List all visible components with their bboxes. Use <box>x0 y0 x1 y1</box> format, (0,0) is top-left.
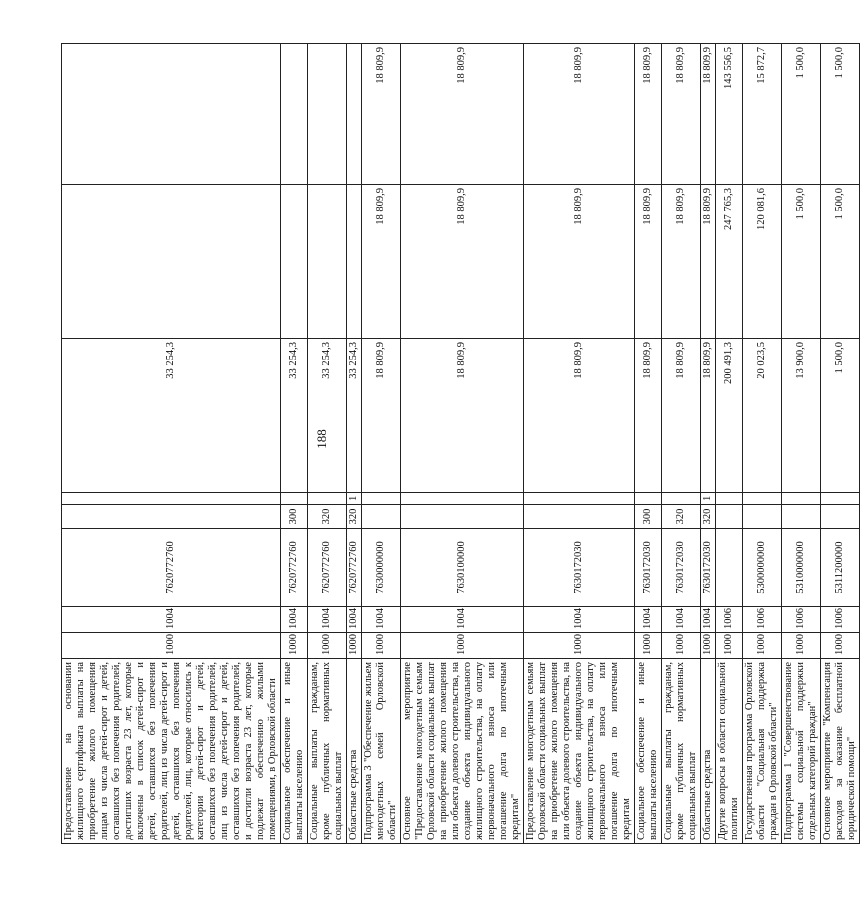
amount-1-cell: 33 254,3 <box>308 339 347 493</box>
amount-1-cell: 33 254,3 <box>62 339 281 493</box>
vr-cell: 320 <box>701 505 716 529</box>
amount-1-cell: 18 809,9 <box>362 339 401 493</box>
vr-cell <box>743 505 782 529</box>
razdel-cell: 1000 <box>662 633 701 659</box>
amount-2-cell: 247 765,3 <box>716 185 743 339</box>
amount-1-cell: 33 254,3 <box>347 339 362 493</box>
csr-cell: 7630172030 <box>635 529 662 607</box>
vr-cell <box>782 505 821 529</box>
csr-cell: 5300000000 <box>743 529 782 607</box>
row-name-cell: Социальные выплаты гражданам, кроме публичных нормативных социальных выплат <box>662 659 701 844</box>
amount-3-cell <box>62 44 281 185</box>
podrazdel-cell: 1004 <box>362 607 401 633</box>
amount-2-cell: 18 809,9 <box>662 185 701 339</box>
razdel-cell: 1000 <box>308 633 347 659</box>
amount-2-cell: 18 809,9 <box>635 185 662 339</box>
amount-1-cell: 1 500,0 <box>821 339 860 493</box>
amount-2-cell <box>308 185 347 339</box>
amount-1-cell: 18 809,9 <box>701 339 716 493</box>
amount-3-cell <box>281 44 308 185</box>
row-name-cell: Подпрограмма 1 "Совершенствование системы социальной поддержки отдельных категорий граждан" <box>782 659 821 844</box>
csr-cell: 7620772760 <box>308 529 347 607</box>
table-row <box>362 44 401 844</box>
table-row <box>782 44 821 844</box>
razdel-cell: 1000 <box>635 633 662 659</box>
nr-cell: 1 <box>701 493 716 505</box>
csr-cell: 7630100000 <box>401 529 524 607</box>
amount-3-cell: 15 872,7 <box>743 44 782 185</box>
vr-cell <box>62 505 281 529</box>
amount-3-cell <box>308 44 347 185</box>
razdel-cell: 1000 <box>401 633 524 659</box>
csr-cell: 7630000000 <box>362 529 401 607</box>
amount-3-cell <box>347 44 362 185</box>
table-body <box>62 44 860 844</box>
csr-cell: 7620772760 <box>347 529 362 607</box>
vr-cell <box>524 505 635 529</box>
csr-cell: 7620772760 <box>281 529 308 607</box>
razdel-cell: 1000 <box>782 633 821 659</box>
nr-cell <box>362 493 401 505</box>
page-number: 188 <box>314 429 329 449</box>
nr-cell: 1 <box>347 493 362 505</box>
row-name-cell: Социальное обеспечение и иные выплаты населению <box>281 659 308 844</box>
amount-2-cell: 18 809,9 <box>401 185 524 339</box>
table-row <box>401 44 524 844</box>
amount-3-cell: 18 809,9 <box>401 44 524 185</box>
vr-cell: 300 <box>635 505 662 529</box>
nr-cell <box>401 493 524 505</box>
amount-2-cell <box>281 185 308 339</box>
vr-cell: 300 <box>281 505 308 529</box>
row-name-cell: Основное мероприятие "Предоставление многодетным семьям Орловской области социальных выплат на приобретение жилого помещения или объекта долевого строительства, на создание объекта индивидуального жилищного строительства, на оплату первоначального взноса или погашение долга по ипотечным кредитам" <box>401 659 524 844</box>
table-row <box>347 44 362 844</box>
amount-2-cell <box>62 185 281 339</box>
amount-2-cell: 18 809,9 <box>701 185 716 339</box>
amount-3-cell: 143 556,5 <box>716 44 743 185</box>
amount-2-cell: 18 809,9 <box>362 185 401 339</box>
nr-cell <box>635 493 662 505</box>
podrazdel-cell: 1006 <box>782 607 821 633</box>
nr-cell <box>743 493 782 505</box>
amount-2-cell <box>347 185 362 339</box>
amount-3-cell: 18 809,9 <box>701 44 716 185</box>
budget-table <box>61 43 860 844</box>
nr-cell <box>308 493 347 505</box>
amount-1-cell: 33 254,3 <box>281 339 308 493</box>
vr-cell <box>716 505 743 529</box>
table-row <box>821 44 860 844</box>
amount-2-cell: 1 500,0 <box>782 185 821 339</box>
table-row <box>524 44 635 844</box>
nr-cell <box>524 493 635 505</box>
amount-3-cell: 1 500,0 <box>782 44 821 185</box>
razdel-cell: 1000 <box>821 633 860 659</box>
podrazdel-cell: 1006 <box>743 607 782 633</box>
vr-cell: 320 <box>662 505 701 529</box>
podrazdel-cell: 1004 <box>308 607 347 633</box>
amount-1-cell: 18 809,9 <box>662 339 701 493</box>
amount-3-cell: 18 809,9 <box>635 44 662 185</box>
podrazdel-cell: 1004 <box>347 607 362 633</box>
podrazdel-cell: 1004 <box>701 607 716 633</box>
row-name-cell: Основное мероприятие "Компенсация расходов за оказание бесплатной юридической помощи" <box>821 659 860 844</box>
table-row <box>716 44 743 844</box>
csr-cell: 7630172030 <box>662 529 701 607</box>
podrazdel-cell: 1006 <box>716 607 743 633</box>
podrazdel-cell: 1004 <box>662 607 701 633</box>
table-row <box>701 44 716 844</box>
row-name-cell: Предоставление многодетным семьям Орловской области социальных выплат на приобретение жилого помещения или объекта долевого строительства, на создание объекта индивидуального жилищного строительства, на оплату первоначального взноса или погашение долга по ипотечным кредитам <box>524 659 635 844</box>
row-name-cell: Подпрограмма 3 "Обеспечение жильем многодетных семей Орловской области" <box>362 659 401 844</box>
table-row <box>308 44 347 844</box>
table-row <box>281 44 308 844</box>
amount-2-cell: 120 081,6 <box>743 185 782 339</box>
row-name-cell: Областные средства <box>701 659 716 844</box>
razdel-cell: 1000 <box>743 633 782 659</box>
razdel-cell: 1000 <box>362 633 401 659</box>
razdel-cell: 1000 <box>62 633 281 659</box>
vr-cell <box>362 505 401 529</box>
podrazdel-cell: 1004 <box>62 607 281 633</box>
row-name-cell: Другие вопросы в области социальной политики <box>716 659 743 844</box>
amount-2-cell: 18 809,9 <box>524 185 635 339</box>
csr-cell: 5311200000 <box>821 529 860 607</box>
amount-1-cell: 20 023,5 <box>743 339 782 493</box>
nr-cell <box>662 493 701 505</box>
amount-3-cell: 1 500,0 <box>821 44 860 185</box>
rotated-table-wrapper <box>61 44 857 844</box>
row-name-cell: Предоставление на основании жилищного сертификата выплаты на приобретение жилого помещения лицам из числа детей-сирот и детей, оставшихся без попечения родителей, достигших возраста 23 лет, которые включены в список детей-сирот и детей, оставшихся без попечения родителей, лиц из числа детей-сирот и детей, оставшихся без попечения родителей, лиц, которые относились к категории детей-сирот и детей, оставшихся без попечения родителей, лиц из числа детей-сирот и детей, оставшихся без попечения родителей, и достигли возраста 23 лет, которые подлежат обеспечению жилыми помещениями, в Орловской области <box>62 659 281 844</box>
amount-2-cell: 1 500,0 <box>821 185 860 339</box>
table-row <box>62 44 281 844</box>
razdel-cell: 1000 <box>281 633 308 659</box>
amount-3-cell: 18 809,9 <box>524 44 635 185</box>
row-name-cell: Социальные выплаты гражданам, кроме публичных нормативных социальных выплат <box>308 659 347 844</box>
row-name-cell: Государственная программа Орловской области "Социальная поддержка граждан в Орловской области" <box>743 659 782 844</box>
amount-1-cell: 18 809,9 <box>635 339 662 493</box>
csr-cell: 7620772760 <box>62 529 281 607</box>
vr-cell: 320 <box>347 505 362 529</box>
vr-cell <box>401 505 524 529</box>
podrazdel-cell: 1004 <box>635 607 662 633</box>
table-row <box>743 44 782 844</box>
razdel-cell: 1000 <box>716 633 743 659</box>
razdel-cell: 1000 <box>701 633 716 659</box>
nr-cell <box>782 493 821 505</box>
amount-1-cell: 200 491,3 <box>716 339 743 493</box>
csr-cell: 5310000000 <box>782 529 821 607</box>
nr-cell <box>62 493 281 505</box>
podrazdel-cell: 1004 <box>281 607 308 633</box>
razdel-cell: 1000 <box>524 633 635 659</box>
nr-cell <box>281 493 308 505</box>
csr-cell <box>716 529 743 607</box>
vr-cell <box>821 505 860 529</box>
csr-cell: 7630172030 <box>524 529 635 607</box>
podrazdel-cell: 1004 <box>524 607 635 633</box>
table-row <box>635 44 662 844</box>
vr-cell: 320 <box>308 505 347 529</box>
nr-cell <box>821 493 860 505</box>
podrazdel-cell: 1004 <box>401 607 524 633</box>
csr-cell: 7630172030 <box>701 529 716 607</box>
amount-1-cell: 18 809,9 <box>401 339 524 493</box>
razdel-cell: 1000 <box>347 633 362 659</box>
row-name-cell: Областные средства <box>347 659 362 844</box>
nr-cell <box>716 493 743 505</box>
amount-3-cell: 18 809,9 <box>662 44 701 185</box>
podrazdel-cell: 1006 <box>821 607 860 633</box>
amount-1-cell: 13 900,0 <box>782 339 821 493</box>
table-row <box>662 44 701 844</box>
amount-1-cell: 18 809,9 <box>524 339 635 493</box>
amount-3-cell: 18 809,9 <box>362 44 401 185</box>
row-name-cell: Социальное обеспечение и иные выплаты населению <box>635 659 662 844</box>
